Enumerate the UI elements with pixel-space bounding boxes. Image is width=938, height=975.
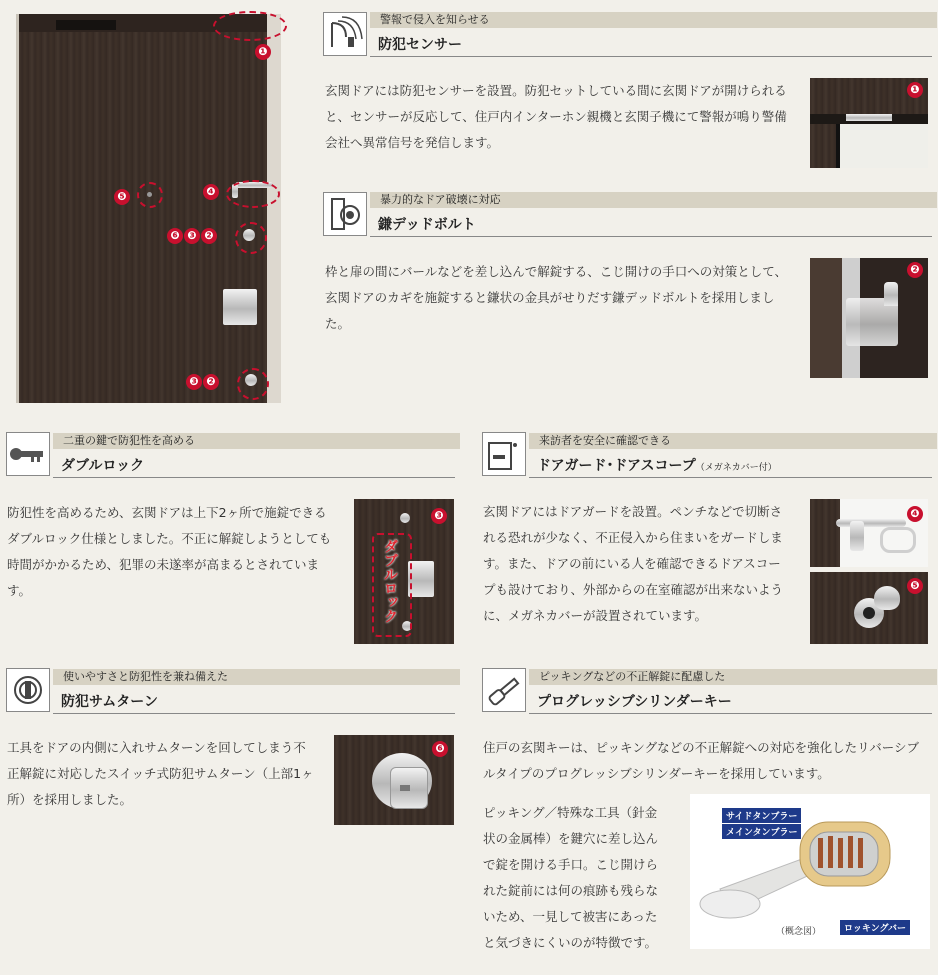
double-lock-badge: ❸ (431, 508, 447, 524)
double-lock-rule (53, 477, 455, 478)
deadbolt-title: 鎌デッドボルト (378, 217, 476, 233)
thumbturn-rule (53, 713, 455, 714)
door-guard-title (537, 455, 777, 475)
thumbturn-badge: ❻ (432, 741, 448, 757)
sensor-icon (323, 12, 367, 56)
locking-bar-label: ロッキングバー (840, 920, 910, 935)
thumbturn-title: 防犯サムターン (61, 694, 159, 710)
door-guard-title-note: （メガネカバー付） (695, 463, 777, 473)
cylinder-text: 住戸の玄関キーは、ピッキングなどの不正解錠への対応を強化したリバーシブルタイプのプログレッシブシリンダーキーを採用しています。 (483, 740, 920, 781)
door-marker-2b: ❷ (203, 374, 219, 390)
door-guard-title-text: ドアガード･ドアスコープ (537, 458, 696, 474)
deadbolt-badge: ❷ (907, 262, 923, 278)
sensor-subtitle: 警報で侵入を知らせる (370, 12, 937, 28)
door-marker-4: ❹ (203, 184, 219, 200)
thumbturn-icon (6, 668, 50, 712)
sensor-badge: ❶ (907, 82, 923, 98)
top-lock-highlight (235, 222, 267, 254)
double-lock-photo-label: ダブルロック (382, 539, 398, 623)
deadbolt-text: 枠と扉の間にバールなどを差し込んで解錠する、こじ開けの手口への対策として、玄関ドアのカギを施錠すると鎌状の金具がせりだす鎌デッドボルトを採用しました。 (325, 264, 788, 331)
double-lock-text: 防犯性を高めるため、玄関ドアは上下2ヶ所で施錠できるダブルロック仕様としました。不正に解錠しようとしても時間がかかるため、犯罪の未遂率が高まるとされています。 (7, 505, 332, 598)
cylinder-text2: ピッキング／特殊な工具（針金状の金属棒）を鍵穴に差し込んで錠を開ける手口。こじ開けられた錠前には何の痕跡も残らないため、一見して被害にあったと気づきにくいのが特徴です。 (483, 805, 659, 950)
door-marker-3b: ❸ (186, 374, 202, 390)
sensor-title: 防犯センサー (378, 37, 462, 53)
double-lock-title: ダブルロック (61, 458, 145, 474)
door-marker-1: ❶ (255, 44, 271, 60)
sensor-text: 玄関ドアには防犯センサーを設置。防犯セットしている間に玄関ドアが開けられると、センサーが反応して、住戸内インターホン親機と玄関子機にて警報が鳴り警備会社へ異常信号を発信します。 (325, 83, 787, 150)
door-marker-6a: ❻ (167, 228, 183, 244)
door-guard-rule (529, 477, 932, 478)
key-icon (6, 432, 50, 476)
door-guard-text: 玄関ドアにはドアガードを設置。ペンチなどで切断される恐れが少なく、不正侵入から住まいをガードします。また、ドアの前にいる人を確認できるドアスコープも設けており、外部からの在室確認が出来ないように、メガネカバーが設置されています。 (483, 504, 784, 623)
door-marker-3a: ❸ (184, 228, 200, 244)
door-photo (16, 14, 281, 403)
cylinder-key-icon (482, 668, 526, 712)
thumbturn-subtitle: 使いやすさと防犯性を兼ね備えた (53, 669, 460, 685)
thumbturn-text: 工具をドアの内側に入れサムターンを回してしまう不正解錠に対応したスイッチ式防犯サムターン（上部1ヶ所）を採用しました。 (7, 740, 314, 807)
deadbolt-subtitle: 暴力的なドア破壊に対応 (370, 192, 937, 208)
door-scope-badge: ❺ (907, 578, 923, 594)
deadbolt-icon (323, 192, 367, 236)
sensor-rule (370, 56, 932, 57)
deadbolt-rule (370, 236, 932, 237)
door-guard-subtitle: 来訪者を安全に確認できる (529, 433, 937, 449)
cylinder-title: プログレッシブシリンダーキー (537, 694, 732, 710)
door-guard-badge: ❹ (907, 506, 923, 522)
door-guard-icon (482, 432, 526, 476)
diagram-caption: （概念図） (776, 927, 822, 937)
double-lock-subtitle: 二重の鍵で防犯性を高める (53, 433, 460, 449)
door-marker-5: ❺ (114, 189, 130, 205)
door-marker-2a: ❷ (201, 228, 217, 244)
cylinder-subtitle: ピッキングなどの不正解錠に配慮した (529, 669, 937, 685)
sensor-highlight (213, 11, 287, 41)
side-tumbler-label: サイドタンブラー (722, 808, 801, 823)
guard-highlight (226, 180, 280, 208)
scope-highlight (137, 182, 163, 208)
cylinder-rule (529, 713, 932, 714)
main-tumbler-label: メインタンブラー (722, 824, 801, 839)
cylinder-diagram (690, 794, 930, 949)
bottom-lock-highlight (237, 368, 269, 400)
